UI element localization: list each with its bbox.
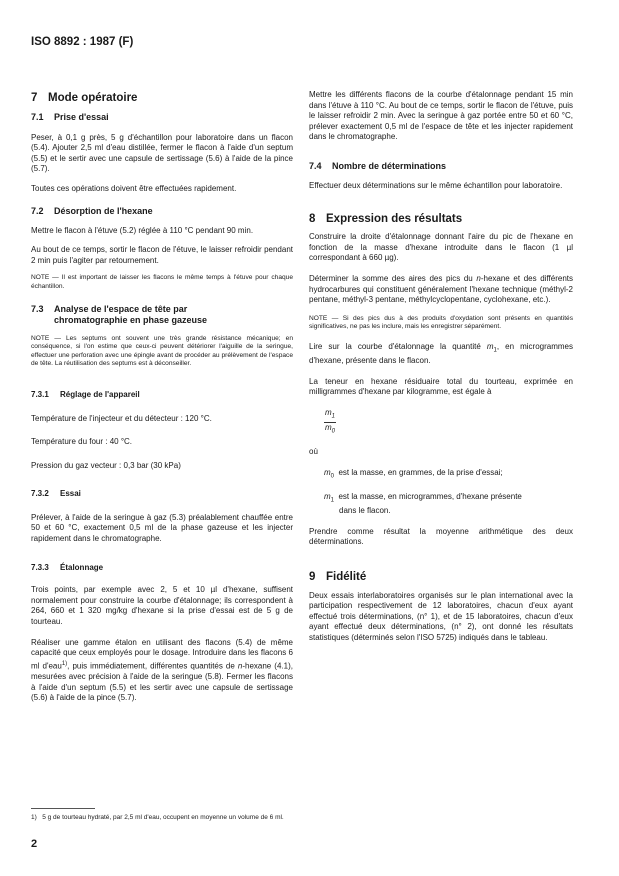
paragraph: Lire sur la courbe d'étalonnage la quantité $m_1$, en microgrammes d'hexane, présente dans le flacon. bbox=[309, 341, 573, 366]
footnote: 1) 5 g de tourteau hydraté, par 2,5 ml d'eau, occupent en moyenne un volume de 6 ml. bbox=[31, 814, 284, 821]
page-number: 2 bbox=[31, 838, 38, 850]
definition-m0: $m_0$ est la masse, en grammes, de la prise d'essai; bbox=[324, 467, 503, 480]
paragraph: Réaliser une gamme étalon en utilisant des flacons (5.4) de même capacité que ceux employés pour le dosage. Introduire dans les flacons 6 ml d'eau$^{1)}$, puis immédiatement, différentes quantités de n-hexane (4.1), mesurées avec précision à l'aide de la seringue (5.8). Fermer les flacons à l'aide d'un septum (5.5) et les sertir avec une capsule de sertissage (5.6) à l'aide de la pince (5.7). bbox=[31, 637, 293, 703]
document-header: ISO 8892 : 1987 (F) bbox=[31, 36, 134, 48]
note: NOTE — Les septums ont souvent une très grande résistance mécanique; en conséquence, si l'on estime que ceux-ci peuvent détériorer l'aiguille de la seringue, effectuer une perforation avec une épingle avant de procéder au prélèvement de l'espace de tête. La réutilisation des septums est à déconseiller. bbox=[31, 334, 293, 368]
paragraph: Mettre le flacon à l'étuve (5.2) réglée à 110 °C pendant 90 min. bbox=[31, 225, 254, 235]
paragraph: Déterminer la somme des aires des pics du n-hexane et des différents hydrocarbures qui constituent généralement l'hexane technique (méthyl-2 pentane, méthyl-3 pentane, méthylcyclopentane, cyclohexane, etc.). bbox=[309, 273, 573, 305]
section-7-3-3-heading: 7.3.3 Étalonnage bbox=[31, 562, 104, 572]
paragraph: Pression du gaz vecteur : 0,3 bar (30 kPa) bbox=[31, 460, 181, 470]
paragraph: Température de l'injecteur et du détecteur : 120 °C. bbox=[31, 413, 212, 423]
footnote-ref: 1) bbox=[61, 660, 68, 667]
section-7-2-heading: 7.2 Désorption de l'hexane bbox=[31, 205, 153, 216]
formula-numerator: $m_1$ bbox=[324, 408, 336, 423]
section-8-heading: 8 Expression des résultats bbox=[309, 212, 463, 225]
paragraph: Mettre les différents flacons de la courbe d'étalonnage pendant 15 min dans l'étuve à 110 °C. Au bout de ce temps, sortir le flacon de l'étuve, puis le laisser refroidir 2 min. Avec la seringue à gaz portée entre 50 et 60 °C, prélever exactement 0,5 ml de l'espace de tête et les injecter rapidement dans le chromatographe. bbox=[309, 90, 573, 142]
paragraph: Prélever, à l'aide de la seringue à gaz (5.3) préalablement chauffée entre 50 et 60 °C, exactement 0,5 ml de la phase gazeuse et les injecter rapidement dans le chromatographe. bbox=[31, 512, 293, 544]
formula bbox=[324, 408, 573, 437]
paragraph: Température du four : 40 °C. bbox=[31, 437, 133, 447]
section-7-3-heading-line2: chromatographie en phase gazeuse bbox=[54, 314, 208, 325]
paragraph: La teneur en hexane résiduaire total du tourteau, exprimée en milligrammes d'hexane par kilogramme, est égale à bbox=[309, 376, 573, 397]
definition-m1-cont: dans le flacon. bbox=[339, 506, 391, 516]
section-7-3-2-heading: 7.3.2 Essai bbox=[31, 489, 81, 499]
paragraph: Deux essais interlaboratoires organisés sur le plan international avec la participation respectivement de 12 laboratoires, chacun d'eux ayant effectué trois déterminations, (n° 1), et de 15 laboratoires, chacun d'eux ayant effectué deux déterminations, (n° 2), ont donné les résultats statistiques (déterminés selon l'ISO 5725) indiqués dans le tableau. bbox=[309, 590, 573, 642]
right-column bbox=[309, 90, 573, 644]
section-7-heading: 7 Mode opératoire bbox=[31, 92, 138, 104]
paragraph: Toutes ces opérations doivent être effectuées rapidement. bbox=[31, 183, 237, 193]
ou-label: où bbox=[309, 447, 318, 457]
paragraph: Au bout de ce temps, sortir le flacon de l'étuve, le laisser refroidir pendant 2 min puis l'agiter par retournement. bbox=[31, 245, 293, 265]
footnote-rule bbox=[31, 808, 95, 809]
section-7-3-heading: 7.3 Analyse de l'espace de tête par bbox=[31, 303, 188, 314]
note: NOTE — Si des pics dus à des produits d'oxydation sont présents en quantités significatives, ne pas les inclure, mais les enregistrer séparément. bbox=[309, 314, 573, 331]
section-7-3-1-heading: 7.3.1 Réglage de l'appareil bbox=[31, 389, 140, 399]
section-7-4-heading: 7.4 Nombre de déterminations bbox=[309, 160, 447, 171]
note: NOTE — Il est important de laisser les flacons le même temps à l'étuve pour chaque échantillon. bbox=[31, 274, 293, 290]
section-7-1-heading: 7.1 Prise d'essai bbox=[31, 111, 109, 122]
section-9-heading: 9 Fidélité bbox=[309, 571, 367, 583]
definition-m1: $m_1$ est la masse, en microgrammes, d'hexane présente bbox=[324, 492, 522, 504]
formula-denominator: $m_0$ bbox=[325, 423, 336, 435]
paragraph: Prendre comme résultat la moyenne arithmétique des deux déterminations. bbox=[309, 526, 573, 547]
paragraph: Peser, à 0,1 g près, 5 g d'échantillon pour laboratoire dans un flacon (5.4). Ajouter 2,5 ml d'eau distillée, fermer le flacon à l'aide d'un septum (5.5) et le sertir avec une capsule de sertissage (5.6) à l'aide de la pince (5.7). bbox=[31, 132, 293, 174]
left-column bbox=[31, 93, 293, 704]
paragraph: Effectuer deux déterminations sur le même échantillon pour laboratoire. bbox=[309, 180, 563, 190]
paragraph: Construire la droite d'étalonnage donnant l'aire du pic de l'hexane en fonction de la masse d'hexane introduite dans le flacon (1 µl correspondant à 660 µg). bbox=[309, 232, 573, 263]
paragraph: Trois points, par exemple avec 2, 5 et 10 µl d'hexane, suffisent normalement pour construire la courbe d'étalonnage; ils correspondent à 264, 660 et 1 320 mg/kg d'hexane si la prise d'essai est de 5 g de tourteau. bbox=[31, 585, 293, 627]
